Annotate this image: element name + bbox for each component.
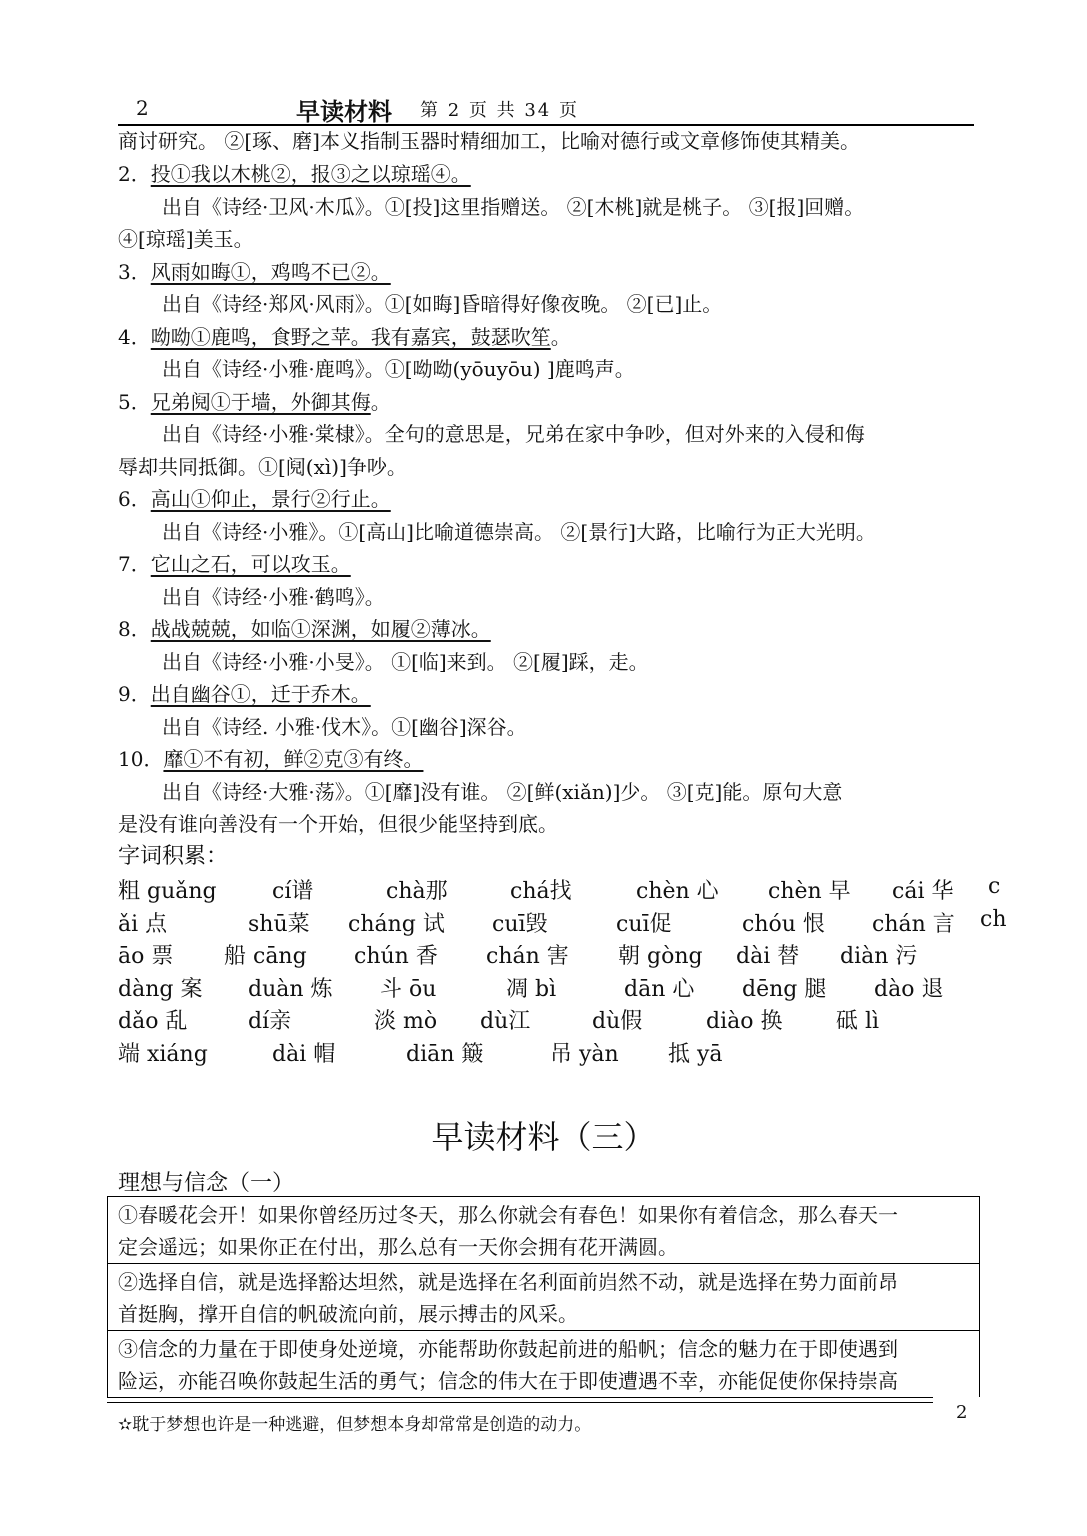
vocab-item: dí亲 — [248, 1009, 292, 1034]
quote-line: 8．战战兢兢，如临①深渊，如履②薄冰。 — [118, 617, 491, 641]
footer-rule — [107, 1402, 933, 1403]
table-row: ①春暖花会开！如果你曾经历过冬天，那么你就会有春色！如果你有着信念，那么春天一 定会遥远；如果你正在付出，那么总有一天你会拥有花开满圆。 — [108, 1197, 979, 1264]
text-line: ④[琼瑶]美玉。 — [118, 227, 254, 251]
table-row: ②选择自信，就是选择豁达坦然，就是选择在名利面前岿然不动，就是选择在势力面前昂 首挺胸，撑开自信的帆破流向前，展示搏击的风采。 — [108, 1264, 979, 1331]
vocab-item: dài 替 — [736, 944, 800, 969]
vocab-item: chán 害 — [486, 944, 569, 969]
text-line: 辱却共同抵御。①[阋(xì)]争吵。 — [118, 455, 407, 479]
header-page-info: 第 2 页 共 34 页 — [420, 100, 579, 121]
vocab-item: 抵 yā — [668, 1041, 723, 1067]
quote-line: 4．呦呦①鹿鸣，食野之苹。我有嘉宾，鼓瑟吹笙。 — [118, 325, 571, 349]
vocab-item: cuī毁 — [492, 911, 548, 937]
vocab-item: cuī促 — [616, 911, 672, 937]
vocab-item: 朝 gòng — [618, 944, 703, 969]
vocab-item: diàn 污 — [840, 944, 918, 969]
belief-table — [107, 1196, 980, 1397]
footer-quote: ✫耽于梦想也许是一种逃避，但梦想本身却常常是创造的动力。 — [118, 1415, 592, 1435]
vocab-item: chà那 — [386, 879, 448, 904]
quote-line: 3．风雨如晦①，鸡鸣不已②。 — [118, 260, 391, 284]
vocab-item: ch — [980, 906, 1007, 932]
vocab-row — [118, 1037, 998, 1070]
table-row: ③信念的力量在于即使身处逆境，亦能帮助你鼓起前进的船帆；信念的魅力在于即使遇到 险运，亦能召唤你鼓起生活的勇气；信念的伟大在于即使遭遇不幸，亦能促使你保持崇高 — [108, 1331, 979, 1397]
vocab-item: chèn 早 — [768, 879, 851, 904]
quote-line: 9．出自幽谷①，迁于乔木。 — [118, 682, 371, 706]
vocab-item: dài 帽 — [272, 1041, 336, 1067]
vocab-item: diān 簸 — [406, 1041, 484, 1067]
note-line: 出自《诗经·小雅》。①[高山]比喻道德崇高。 ②[景行]大路，比喻行为正大光明。 — [162, 520, 876, 544]
vocab-item: 斗 ōu — [380, 976, 437, 1002]
vocab-item: dēng 腿 — [742, 976, 827, 1002]
vocab-item: diào 换 — [706, 1009, 783, 1034]
note-line: 出自《诗经·小雅·鹿鸣》。①[呦呦(yōuyōu) ]鹿鸣声。 — [162, 357, 635, 381]
footer-rule — [107, 1397, 933, 1398]
note-line: 出自《诗经. 小雅·伐木》。①[幽谷]深谷。 — [162, 715, 527, 739]
vocab-item: chóu 恨 — [742, 911, 825, 937]
vocab-item: dān 心 — [624, 976, 695, 1002]
vocab-item: cháng 试 — [348, 911, 445, 937]
vocab-item: 吊 yàn — [550, 1041, 619, 1067]
vocab-item: dào 退 — [874, 976, 944, 1002]
vocab-grid — [118, 874, 1007, 1069]
quote-line: 5．兄弟阋①于墙，外御其侮。 — [118, 390, 391, 414]
quote-line: 2．投①我以木桃②，报③之以琼瑶④。 — [118, 162, 471, 186]
vocab-item: dǎo 乱 — [118, 1009, 188, 1034]
note-line: 出自《诗经·小雅·鹤鸣》。 — [162, 585, 385, 609]
section-subtitle: 理想与信念（一） — [118, 1171, 295, 1196]
note-line: 出自《诗经·小雅·棠棣》。全句的意思是，兄弟在家中争吵，但对外来的入侵和侮 — [162, 422, 865, 446]
vocab-item: chá找 — [510, 879, 572, 904]
vocab-item: chèn 心 — [636, 879, 719, 904]
vocab-item: dù假 — [592, 1009, 643, 1034]
vocab-item: cí谱 — [272, 879, 314, 904]
vocab-row — [118, 1004, 998, 1037]
vocab-item: shū菜 — [248, 911, 310, 937]
vocab-item: 淡 mò — [374, 1009, 438, 1034]
vocab-item: c — [988, 874, 1001, 899]
note-line: 出自《诗经·卫风·木瓜》。①[投]这里指赠送。 ②[木桃]就是桃子。 ③[报]回赠。 — [162, 195, 865, 219]
text-line: 是没有谁向善没有一个开始，但很少能坚持到底。 — [118, 812, 558, 836]
quote-line: 10．靡①不有初，鲜②克③有终。 — [118, 747, 424, 771]
vocab-item: chán 言 — [872, 911, 955, 937]
vocab-item: dàng 案 — [118, 976, 203, 1002]
vocab-item: chún 香 — [354, 944, 438, 969]
vocab-item: 凋 bì — [506, 976, 557, 1002]
vocab-item: 粗 guǎng — [118, 879, 217, 904]
vocab-heading: 字词积累： — [118, 844, 229, 869]
page-header — [118, 94, 974, 126]
section-title: 早读材料（三） — [431, 1118, 656, 1156]
vocab-item: 船 cāng — [224, 944, 307, 969]
note-line: 出自《诗经·大雅·荡》。①[靡]没有谁。 ②[鲜(xiǎn)]少。 ③[克]能。原句大意 — [162, 780, 843, 804]
vocab-item: cái 华 — [892, 879, 954, 904]
footer-page-number: 2 — [956, 1402, 968, 1423]
note-line: 出自《诗经·小雅·小旻》。 ①[临]来到。 ②[履]踩，走。 — [162, 650, 649, 674]
vocab-item: duàn 炼 — [248, 976, 333, 1002]
vocab-item: āo 票 — [118, 944, 174, 969]
vocab-row — [118, 906, 1007, 940]
vocab-item: ǎi 点 — [118, 911, 168, 937]
vocab-row — [118, 972, 998, 1005]
text-line: 商讨研究。 ②[琢、磨]本义指制玉器时精细加工，比喻对德行或文章修饰使其精美。 — [118, 129, 860, 153]
vocab-item: dù江 — [480, 1009, 531, 1034]
note-line: 出自《诗经·郑风·风雨》。①[如晦]昏暗得好像夜晚。 ②[已]止。 — [162, 292, 723, 316]
vocab-row — [118, 939, 998, 972]
quote-line: 6．高山①仰止，景行②行止。 — [118, 487, 391, 511]
quote-line: 7．它山之石，可以攻玉。 — [118, 552, 351, 576]
header-page-number: 2 — [136, 96, 149, 120]
vocab-item: 砥 lì — [836, 1009, 880, 1034]
header-title: 早读材料 — [296, 97, 392, 126]
vocab-row — [118, 874, 1001, 907]
vocab-item: 端 xiáng — [118, 1041, 208, 1067]
